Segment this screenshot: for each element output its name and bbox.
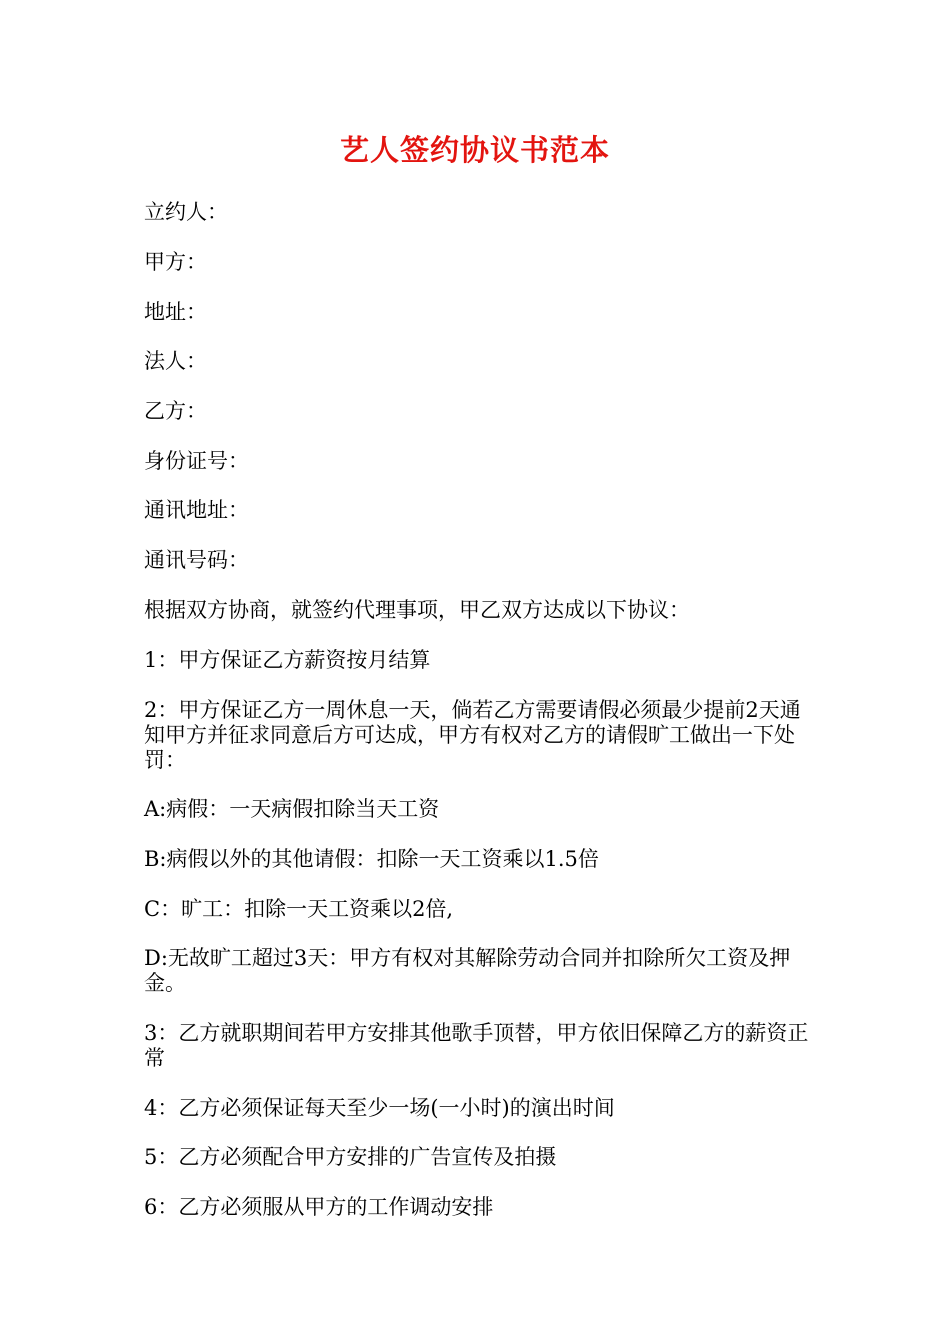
clause-2-item-c: C：旷工：扣除一天工资乘以2倍, xyxy=(144,897,454,921)
clause-2-item-b: B:病假以外的其他请假：扣除一天工资乘以1.5倍 xyxy=(144,847,599,871)
document-title: 艺人签约协议书范本 xyxy=(339,133,610,167)
clause-2: 2：甲方保证乙方一周休息一天，倘若乙方需要请假必须最少提前2天通知甲方并征求同意后方可达成，甲方有权对乙方的请假旷工做出一下处罚： xyxy=(144,698,801,772)
clause-1: 1：甲方保证乙方薪资按月结算 xyxy=(144,648,431,672)
clause-2-item-d: D:无故旷工超过3天：甲方有权对其解除劳动合同并扣除所欠工资及押金。 xyxy=(144,946,791,995)
agreement-intro: 根据双方协商，就签约代理事项，甲乙双方达成以下协议： xyxy=(144,598,690,622)
clause-4: 4：乙方必须保证每天至少一场(一小时)的演出时间 xyxy=(144,1096,615,1120)
clause-6: 6：乙方必须服从甲方的工作调动安排 xyxy=(144,1195,494,1219)
id-number-line: 身份证号： xyxy=(144,449,249,473)
legal-person-line: 法人： xyxy=(144,349,207,373)
clause-2-item-a: A:病假：一天病假扣除当天工资 xyxy=(144,797,440,821)
address-line: 地址： xyxy=(144,300,207,324)
clause-3: 3：乙方就职期间若甲方安排其他歌手顶替，甲方依旧保障乙方的薪资正常 xyxy=(144,1021,809,1070)
party-signatory-line: 立约人： xyxy=(144,200,228,224)
mailing-address-line: 通讯地址： xyxy=(144,498,249,522)
phone-number-line: 通讯号码： xyxy=(144,548,249,572)
party-a-line: 甲方： xyxy=(144,250,207,274)
clause-5: 5：乙方必须配合甲方安排的广告宣传及拍摄 xyxy=(144,1145,557,1169)
party-b-line: 乙方： xyxy=(144,399,207,423)
